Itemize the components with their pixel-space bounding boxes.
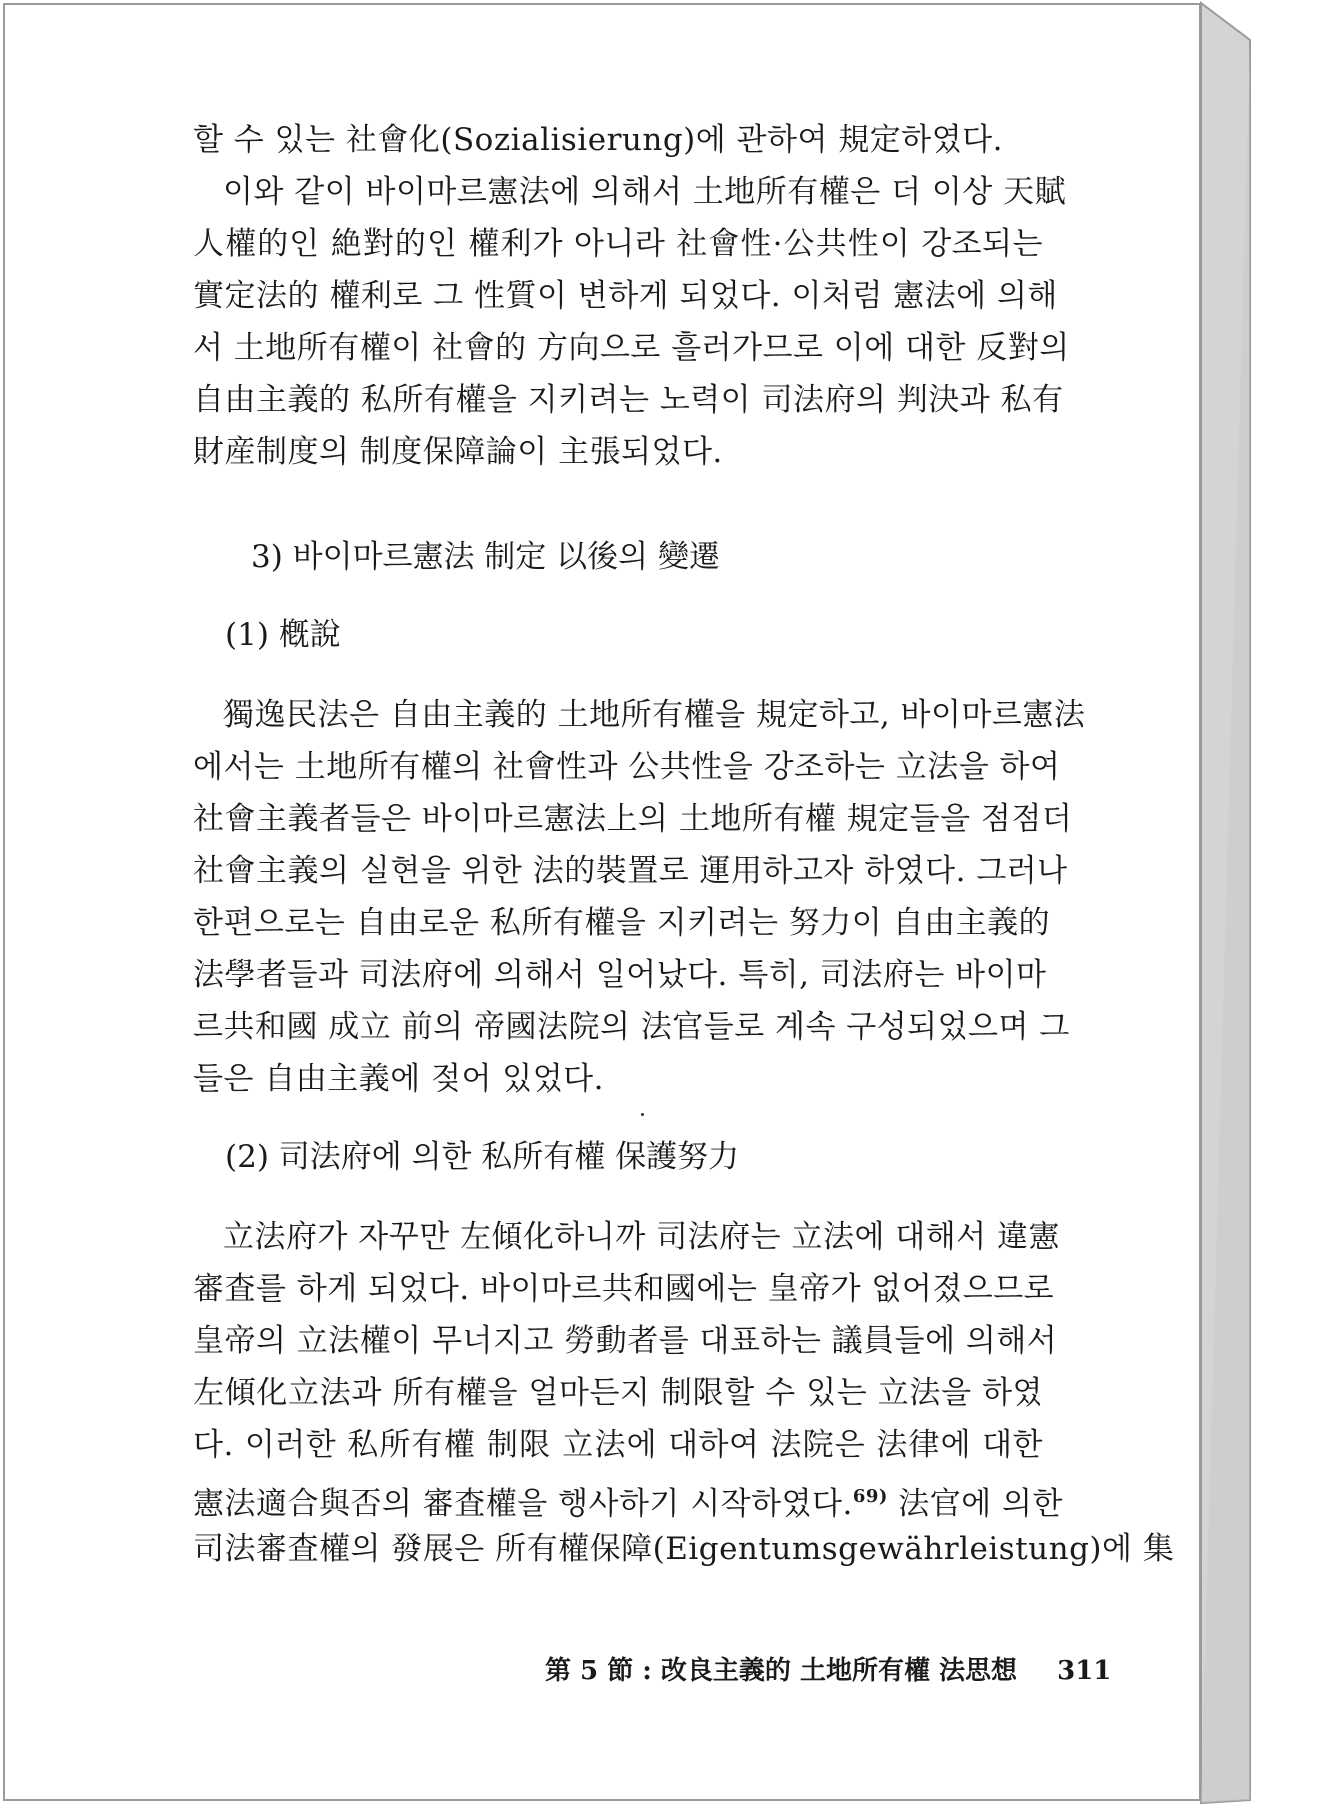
body-line: 서 土地所有權이 社會的 方向으로 흘러가므로 이에 대한 反對의 <box>193 330 1070 366</box>
scan-speck <box>641 1113 644 1116</box>
subsection-heading: (2) 司法府에 의한 私所有權 保護努力 <box>225 1139 740 1175</box>
body-line: 人權的인 絶對的인 權利가 아니라 社會性·公共性이 강조되는 <box>193 226 1043 262</box>
body-line: 左傾化立法과 所有權을 얼마든지 制限할 수 있는 立法을 하였 <box>193 1375 1043 1411</box>
body-line: 할 수 있는 社會化(Sozialisierung)에 관하여 規定하였다. <box>193 122 1003 158</box>
body-line: 社會主義의 실현을 위한 法的裝置로 運用하고자 하였다. 그러나 <box>193 853 1068 889</box>
page-number: 311 <box>1057 1656 1112 1686</box>
body-line: 司法審査權의 發展은 所有權保障(Eigentumsgewährleistung)에 集 <box>193 1531 1175 1567</box>
body-line-tail: 法官에 의한 <box>887 1486 1063 1522</box>
body-line: 르共和國 成立 前의 帝國法院의 法官들로 계속 구성되었으며 그 <box>193 1009 1070 1045</box>
body-line: 法學者들과 司法府에 의해서 일어났다. 특히, 司法府는 바이마 <box>193 957 1047 993</box>
body-line: 이와 같이 바이마르憲法에 의해서 土地所有權은 더 이상 天賦 <box>223 174 1067 210</box>
body-line: 들은 自由主義에 젖어 있었다. <box>193 1061 604 1097</box>
body-line: 社會主義者들은 바이마르憲法上의 土地所有權 規定들을 점점더 <box>193 801 1073 837</box>
body-line <box>193 1477 1063 1524</box>
book-page <box>3 3 1201 1801</box>
subsection-heading: (1) 槪說 <box>225 617 341 653</box>
body-line: 立法府가 자꾸만 左傾化하니까 司法府는 立法에 대해서 違憲 <box>223 1219 1060 1255</box>
body-line: 財産制度의 制度保障論이 主張되었다. <box>193 434 723 470</box>
body-line: 다. 이러한 私所有權 制限 立法에 대하여 法院은 法律에 대한 <box>193 1427 1043 1463</box>
section-heading: 3) 바이마르憲法 制定 以後의 變遷 <box>251 539 720 575</box>
body-line: 에서는 土地所有權의 社會性과 公共性을 강조하는 立法을 하여 <box>193 749 1061 785</box>
body-line: 皇帝의 立法權이 무너지고 勞動者를 대표하는 議員들에 의해서 <box>193 1323 1058 1359</box>
body-line: 한편으로는 自由로운 私所有權을 지키려는 努力이 自由主義的 <box>193 905 1051 941</box>
body-line: 實定法的 權利로 그 性質이 변하게 되었다. 이처럼 憲法에 의해 <box>193 278 1058 314</box>
running-footer <box>545 1650 1112 1687</box>
body-line: 審査를 하게 되었다. 바이마르共和國에는 皇帝가 없어졌으므로 <box>193 1271 1055 1307</box>
running-title: 第 5 節 : 改良主義的 土地所有權 法思想 <box>545 1656 1017 1686</box>
body-line: 自由主義的 私所有權을 지키려는 노력이 司法府의 判決과 私有 <box>193 382 1064 418</box>
body-line-text: 憲法適合與否의 審査權을 행사하기 시작하였다. <box>193 1486 853 1522</box>
body-line: 獨逸民法은 自由主義的 土地所有權을 規定하고, 바이마르憲法 <box>223 697 1086 733</box>
footnote-marker[interactable]: 69) <box>852 1486 888 1507</box>
